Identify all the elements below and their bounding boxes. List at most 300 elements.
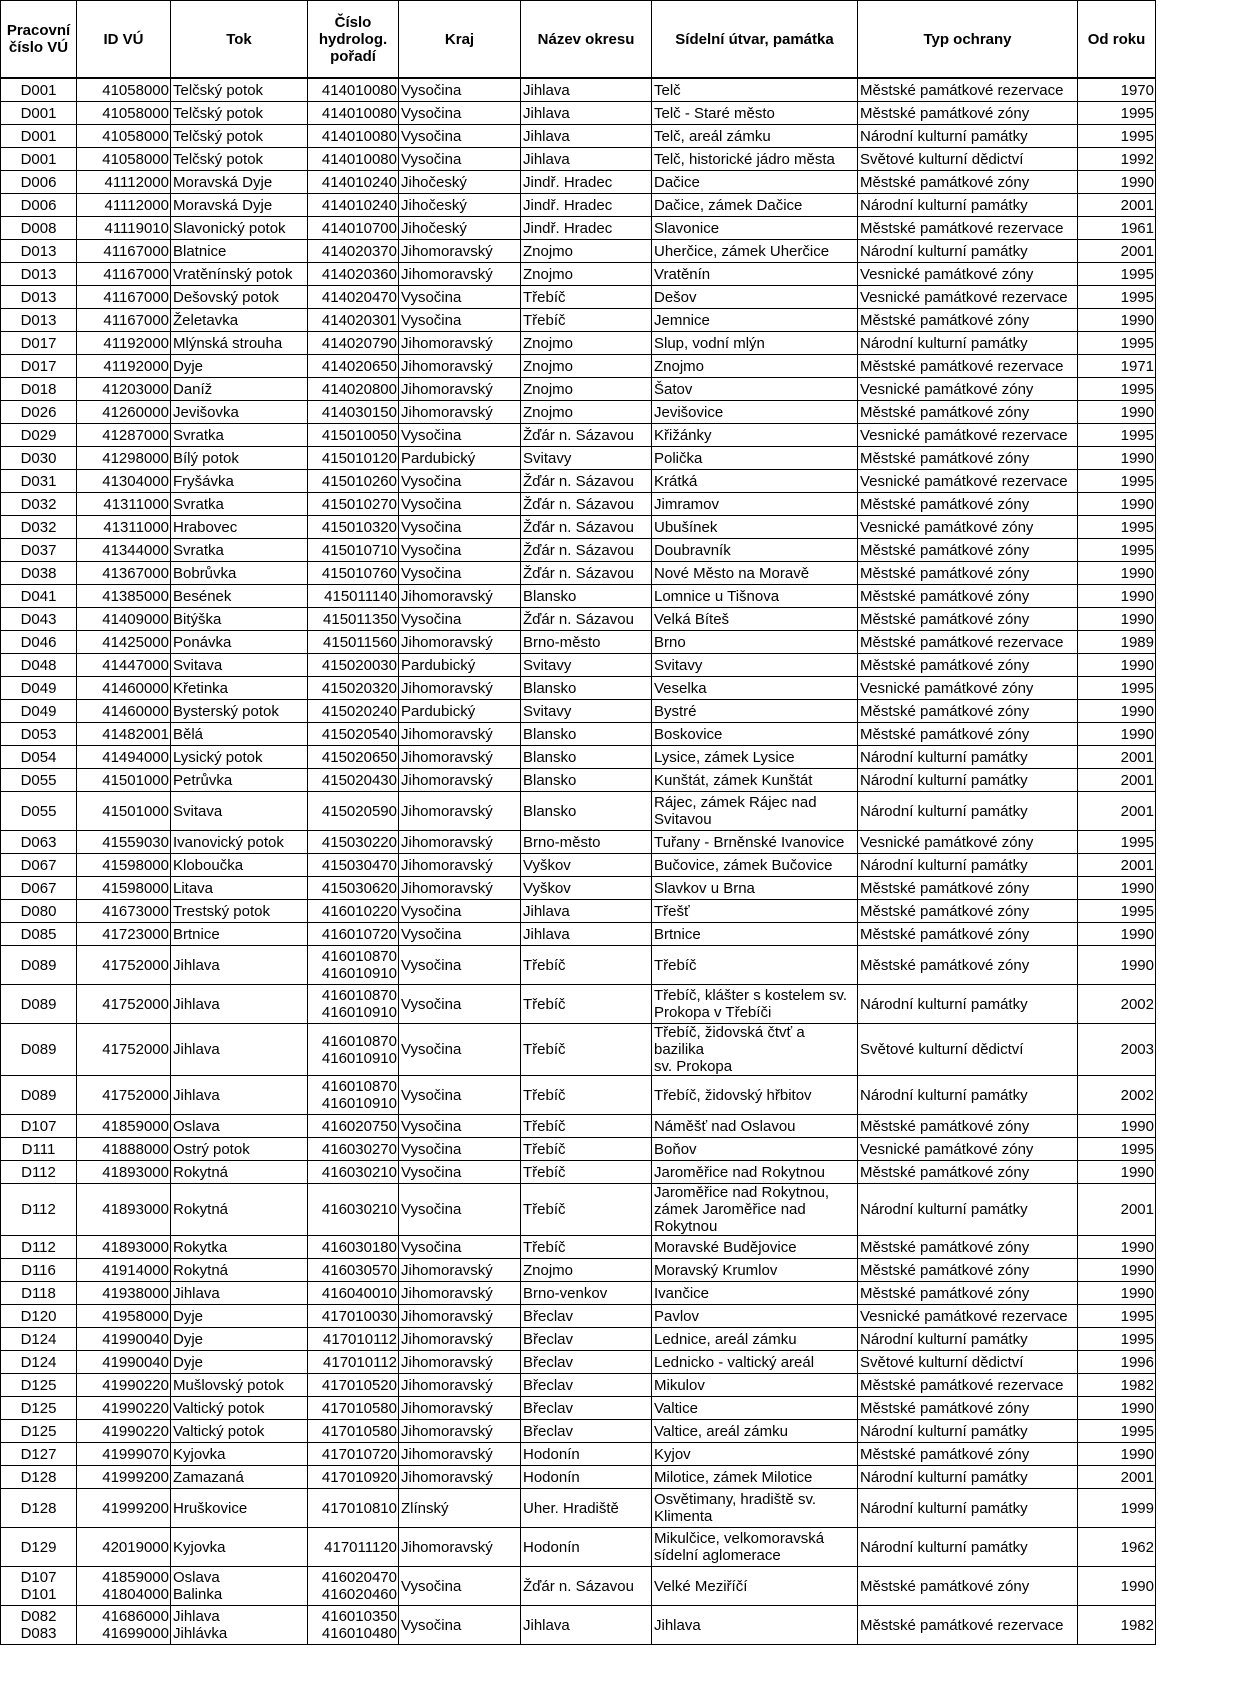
district-cell: Jindř. Hradec <box>521 171 652 194</box>
work-number-cell: D013 <box>1 240 77 263</box>
protection-type-cell: Městské památkové zóny <box>858 923 1078 946</box>
col-header-work-number: Pracovní číslo VÚ <box>1 1 77 79</box>
region-cell: Jihomoravský <box>399 792 521 831</box>
hydrolog-order-cell: 416010350 416010480 <box>308 1606 399 1645</box>
hydrolog-order-cell: 416030210 <box>308 1161 399 1184</box>
stream-cell: Bělá <box>171 723 308 746</box>
id-cell: 41112000 <box>77 194 171 217</box>
region-cell: Zlínský <box>399 1489 521 1528</box>
table-row <box>1 493 1156 516</box>
settlement-cell: Brno <box>652 631 858 654</box>
work-number-cell: D082 D083 <box>1 1606 77 1645</box>
district-cell: Břeclav <box>521 1374 652 1397</box>
region-cell: Jihomoravský <box>399 1328 521 1351</box>
settlement-cell: Mikulčice, velkomoravská sídelní aglomerace <box>652 1528 858 1567</box>
hydrolog-order-cell: 417010030 <box>308 1305 399 1328</box>
work-number-cell: D111 <box>1 1138 77 1161</box>
hydrolog-order-cell: 414010080 <box>308 78 399 102</box>
district-cell: Třebíč <box>521 1024 652 1076</box>
protection-type-cell: Městské památkové zóny <box>858 1161 1078 1184</box>
year-cell: 1982 <box>1078 1374 1156 1397</box>
id-cell: 41990220 <box>77 1420 171 1443</box>
id-cell: 41598000 <box>77 877 171 900</box>
stream-cell: Valtický potok <box>171 1397 308 1420</box>
hydrolog-order-cell: 415020540 <box>308 723 399 746</box>
stream-cell: Kyjovka <box>171 1443 308 1466</box>
year-cell: 1990 <box>1078 309 1156 332</box>
stream-cell: Svitava <box>171 792 308 831</box>
table-row <box>1 125 1156 148</box>
protection-type-cell: Vesnické památkové zóny <box>858 831 1078 854</box>
stream-cell: Rokytka <box>171 1236 308 1259</box>
id-cell: 41893000 <box>77 1184 171 1236</box>
settlement-cell: Pavlov <box>652 1305 858 1328</box>
work-number-cell: D017 <box>1 332 77 355</box>
protection-type-cell: Městské památkové zóny <box>858 401 1078 424</box>
id-cell: 41304000 <box>77 470 171 493</box>
protection-type-cell: Světové kulturní dědictví <box>858 148 1078 171</box>
stream-cell: Ponávka <box>171 631 308 654</box>
protection-type-cell: Městské památkové zóny <box>858 447 1078 470</box>
settlement-cell: Moravské Budějovice <box>652 1236 858 1259</box>
year-cell: 1995 <box>1078 677 1156 700</box>
region-cell: Jihočeský <box>399 171 521 194</box>
col-header-region: Kraj <box>399 1 521 79</box>
settlement-cell: Dačice, zámek Dačice <box>652 194 858 217</box>
year-cell: 1990 <box>1078 1282 1156 1305</box>
hydrolog-order-cell: 414020790 <box>308 332 399 355</box>
region-cell: Jihomoravský <box>399 746 521 769</box>
work-number-cell: D001 <box>1 102 77 125</box>
stream-cell: Lysický potok <box>171 746 308 769</box>
region-cell: Vysočina <box>399 493 521 516</box>
year-cell: 1995 <box>1078 378 1156 401</box>
table-row <box>1 1466 1156 1489</box>
year-cell: 1995 <box>1078 831 1156 854</box>
hydrolog-order-cell: 416030180 <box>308 1236 399 1259</box>
year-cell: 1995 <box>1078 1328 1156 1351</box>
stream-cell: Dyje <box>171 1305 308 1328</box>
year-cell: 1996 <box>1078 1351 1156 1374</box>
year-cell: 1970 <box>1078 78 1156 102</box>
year-cell: 1990 <box>1078 1397 1156 1420</box>
table-row <box>1 1567 1156 1606</box>
region-cell: Jihomoravský <box>399 1443 521 1466</box>
region-cell: Vysočina <box>399 125 521 148</box>
id-cell: 41311000 <box>77 516 171 539</box>
table-row <box>1 1184 1156 1236</box>
table-row <box>1 562 1156 585</box>
year-cell: 2001 <box>1078 746 1156 769</box>
hydrolog-order-cell: 414020370 <box>308 240 399 263</box>
year-cell: 1990 <box>1078 401 1156 424</box>
protection-type-cell: Městské památkové rezervace <box>858 78 1078 102</box>
id-cell: 41501000 <box>77 769 171 792</box>
stream-cell: Dešovský potok <box>171 286 308 309</box>
year-cell: 2001 <box>1078 1466 1156 1489</box>
stream-cell: Oslava Balinka <box>171 1567 308 1606</box>
table-row <box>1 309 1156 332</box>
hydrolog-order-cell: 417010112 <box>308 1351 399 1374</box>
stream-cell: Bílý potok <box>171 447 308 470</box>
table-row <box>1 539 1156 562</box>
district-cell: Vyškov <box>521 854 652 877</box>
id-cell: 41938000 <box>77 1282 171 1305</box>
work-number-cell: D118 <box>1 1282 77 1305</box>
settlement-cell: Třebíč, klášter s kostelem sv. Prokopa v Třebíči <box>652 985 858 1024</box>
stream-cell: Petrůvka <box>171 769 308 792</box>
region-cell: Jihomoravský <box>399 1282 521 1305</box>
settlement-cell: Dešov <box>652 286 858 309</box>
hydrolog-order-cell: 414010240 <box>308 171 399 194</box>
district-cell: Břeclav <box>521 1420 652 1443</box>
settlement-cell: Rájec, zámek Rájec nad Svitavou <box>652 792 858 831</box>
id-cell: 41425000 <box>77 631 171 654</box>
region-cell: Vysočina <box>399 516 521 539</box>
settlement-cell: Třebíč, židovská čtvť a bazilika sv. Prokopa <box>652 1024 858 1076</box>
year-cell: 1995 <box>1078 900 1156 923</box>
district-cell: Třebíč <box>521 309 652 332</box>
year-cell: 1995 <box>1078 1420 1156 1443</box>
protection-type-cell: Vesnické památkové zóny <box>858 677 1078 700</box>
settlement-cell: Znojmo <box>652 355 858 378</box>
table-row <box>1 470 1156 493</box>
hydrolog-order-cell: 417010920 <box>308 1466 399 1489</box>
settlement-cell: Slavonice <box>652 217 858 240</box>
col-header-stream: Tok <box>171 1 308 79</box>
id-cell: 41990220 <box>77 1374 171 1397</box>
id-cell: 41752000 <box>77 1076 171 1115</box>
region-cell: Jihomoravský <box>399 854 521 877</box>
protection-type-cell: Národní kulturní památky <box>858 985 1078 1024</box>
region-cell: Jihomoravský <box>399 723 521 746</box>
district-cell: Blansko <box>521 792 652 831</box>
table-row <box>1 677 1156 700</box>
hydrolog-order-cell: 416010870 416010910 <box>308 1024 399 1076</box>
settlement-cell: Jaroměřice nad Rokytnou, zámek Jaroměřice nad Rokytnou <box>652 1184 858 1236</box>
id-cell: 41958000 <box>77 1305 171 1328</box>
protection-type-cell: Městské památkové zóny <box>858 1259 1078 1282</box>
hydrolog-order-cell: 415030220 <box>308 831 399 854</box>
stream-cell: Dyje <box>171 355 308 378</box>
work-number-cell: D067 <box>1 877 77 900</box>
settlement-cell: Bučovice, zámek Bučovice <box>652 854 858 877</box>
table-row <box>1 1024 1156 1076</box>
table-row <box>1 1282 1156 1305</box>
table-row <box>1 1259 1156 1282</box>
id-cell: 41167000 <box>77 309 171 332</box>
id-cell: 41893000 <box>77 1161 171 1184</box>
year-cell: 1995 <box>1078 332 1156 355</box>
id-cell: 41409000 <box>77 608 171 631</box>
year-cell: 1995 <box>1078 263 1156 286</box>
hydrolog-order-cell: 417010810 <box>308 1489 399 1528</box>
hydrolog-order-cell: 416030570 <box>308 1259 399 1282</box>
table-row <box>1 286 1156 309</box>
district-cell: Znojmo <box>521 355 652 378</box>
stream-cell: Jevišovka <box>171 401 308 424</box>
work-number-cell: D053 <box>1 723 77 746</box>
stream-cell: Hruškovice <box>171 1489 308 1528</box>
work-number-cell: D018 <box>1 378 77 401</box>
stream-cell: Želetavka <box>171 309 308 332</box>
hydrolog-order-cell: 416010720 <box>308 923 399 946</box>
stream-cell: Hrabovec <box>171 516 308 539</box>
settlement-cell: Valtice <box>652 1397 858 1420</box>
region-cell: Jihomoravský <box>399 1397 521 1420</box>
work-number-cell: D001 <box>1 125 77 148</box>
work-number-cell: D129 <box>1 1528 77 1567</box>
settlement-cell: Telč <box>652 78 858 102</box>
table-row <box>1 516 1156 539</box>
year-cell: 1999 <box>1078 1489 1156 1528</box>
hydrolog-order-cell: 415020240 <box>308 700 399 723</box>
col-header-id: ID VÚ <box>77 1 171 79</box>
region-cell: Vysočina <box>399 1024 521 1076</box>
protection-type-cell: Národní kulturní památky <box>858 769 1078 792</box>
hydrolog-order-cell: 415010710 <box>308 539 399 562</box>
district-cell: Třebíč <box>521 985 652 1024</box>
protection-type-cell: Národní kulturní památky <box>858 1328 1078 1351</box>
work-number-cell: D089 <box>1 946 77 985</box>
hydrolog-order-cell: 415011560 <box>308 631 399 654</box>
protection-type-cell: Národní kulturní památky <box>858 125 1078 148</box>
work-number-cell: D006 <box>1 171 77 194</box>
id-cell: 41999200 <box>77 1489 171 1528</box>
year-cell: 1990 <box>1078 700 1156 723</box>
protection-type-cell: Městské památkové zóny <box>858 585 1078 608</box>
district-cell: Třebíč <box>521 1184 652 1236</box>
district-cell: Hodonín <box>521 1528 652 1567</box>
table-row <box>1 923 1156 946</box>
hydrolog-order-cell: 417010580 <box>308 1397 399 1420</box>
work-number-cell: D049 <box>1 677 77 700</box>
stream-cell: Moravská Dyje <box>171 171 308 194</box>
settlement-cell: Jimramov <box>652 493 858 516</box>
region-cell: Vysočina <box>399 78 521 102</box>
settlement-cell: Slavkov u Brna <box>652 877 858 900</box>
year-cell: 1982 <box>1078 1606 1156 1645</box>
region-cell: Jihomoravský <box>399 332 521 355</box>
protection-type-cell: Vesnické památkové zóny <box>858 263 1078 286</box>
region-cell: Vysočina <box>399 148 521 171</box>
district-cell: Jihlava <box>521 900 652 923</box>
col-header-district: Název okresu <box>521 1 652 79</box>
id-cell: 41167000 <box>77 263 171 286</box>
table-row <box>1 746 1156 769</box>
year-cell: 2001 <box>1078 854 1156 877</box>
stream-cell: Ivanovický potok <box>171 831 308 854</box>
table-row <box>1 102 1156 125</box>
id-cell: 41385000 <box>77 585 171 608</box>
id-cell: 41598000 <box>77 854 171 877</box>
table-row <box>1 723 1156 746</box>
year-cell: 2001 <box>1078 1184 1156 1236</box>
id-cell: 41999070 <box>77 1443 171 1466</box>
stream-cell: Fryšávka <box>171 470 308 493</box>
settlement-cell: Telč - Staré město <box>652 102 858 125</box>
district-cell: Brno-město <box>521 831 652 854</box>
settlement-cell: Třebíč <box>652 946 858 985</box>
table-row <box>1 424 1156 447</box>
id-cell: 41990040 <box>77 1328 171 1351</box>
region-cell: Vysočina <box>399 470 521 493</box>
work-number-cell: D067 <box>1 854 77 877</box>
settlement-cell: Lednicko - valtický areál <box>652 1351 858 1374</box>
table-row <box>1 585 1156 608</box>
protection-type-cell: Městské památkové zóny <box>858 877 1078 900</box>
region-cell: Jihomoravský <box>399 769 521 792</box>
stream-cell: Daníž <box>171 378 308 401</box>
year-cell: 1990 <box>1078 585 1156 608</box>
year-cell: 1962 <box>1078 1528 1156 1567</box>
year-cell: 1995 <box>1078 470 1156 493</box>
table-row <box>1 654 1156 677</box>
settlement-cell: Mikulov <box>652 1374 858 1397</box>
settlement-cell: Šatov <box>652 378 858 401</box>
district-cell: Žďár n. Sázavou <box>521 539 652 562</box>
protection-type-cell: Světové kulturní dědictví <box>858 1024 1078 1076</box>
district-cell: Žďár n. Sázavou <box>521 516 652 539</box>
id-cell: 41058000 <box>77 148 171 171</box>
year-cell: 1961 <box>1078 217 1156 240</box>
stream-cell: Rokytná <box>171 1259 308 1282</box>
work-number-cell: D001 <box>1 78 77 102</box>
protection-type-cell: Městské památkové zóny <box>858 1567 1078 1606</box>
id-cell: 41752000 <box>77 1024 171 1076</box>
region-cell: Pardubický <box>399 447 521 470</box>
stream-cell: Mušlovský potok <box>171 1374 308 1397</box>
stream-cell: Rokytná <box>171 1161 308 1184</box>
hydrolog-order-cell: 414020470 <box>308 286 399 309</box>
stream-cell: Ostrý potok <box>171 1138 308 1161</box>
settlement-cell: Uherčice, zámek Uherčice <box>652 240 858 263</box>
stream-cell: Svratka <box>171 493 308 516</box>
protection-type-cell: Národní kulturní památky <box>858 332 1078 355</box>
year-cell: 1995 <box>1078 1305 1156 1328</box>
protection-type-cell: Národní kulturní památky <box>858 854 1078 877</box>
year-cell: 1990 <box>1078 946 1156 985</box>
district-cell: Brno-město <box>521 631 652 654</box>
region-cell: Jihomoravský <box>399 1374 521 1397</box>
stream-cell: Křetinka <box>171 677 308 700</box>
id-cell: 41167000 <box>77 286 171 309</box>
hydrolog-order-cell: 416040010 <box>308 1282 399 1305</box>
table-row <box>1 171 1156 194</box>
hydrolog-order-cell: 415010760 <box>308 562 399 585</box>
id-cell: 41888000 <box>77 1138 171 1161</box>
district-cell: Znojmo <box>521 401 652 424</box>
year-cell: 2002 <box>1078 985 1156 1024</box>
id-cell: 41203000 <box>77 378 171 401</box>
year-cell: 2001 <box>1078 194 1156 217</box>
year-cell: 1990 <box>1078 723 1156 746</box>
work-number-cell: D089 <box>1 1076 77 1115</box>
id-cell: 41367000 <box>77 562 171 585</box>
hydrolog-order-cell: 417011120 <box>308 1528 399 1567</box>
table-row <box>1 1489 1156 1528</box>
table-row <box>1 608 1156 631</box>
id-cell: 41058000 <box>77 102 171 125</box>
settlement-cell: Svitavy <box>652 654 858 677</box>
hydrolog-order-cell: 415020590 <box>308 792 399 831</box>
id-cell: 41686000 41699000 <box>77 1606 171 1645</box>
stream-cell: Oslava <box>171 1115 308 1138</box>
protection-type-cell: Vesnické památkové rezervace <box>858 424 1078 447</box>
table-row <box>1 1236 1156 1259</box>
protection-type-cell: Vesnické památkové rezervace <box>858 470 1078 493</box>
protection-type-cell: Městské památkové zóny <box>858 562 1078 585</box>
year-cell: 1990 <box>1078 171 1156 194</box>
protection-type-cell: Národní kulturní památky <box>858 194 1078 217</box>
district-cell: Třebíč <box>521 1076 652 1115</box>
table-row <box>1 1161 1156 1184</box>
work-number-cell: D089 <box>1 1024 77 1076</box>
settlement-cell: Kyjov <box>652 1443 858 1466</box>
district-cell: Břeclav <box>521 1351 652 1374</box>
region-cell: Vysočina <box>399 286 521 309</box>
district-cell: Jindř. Hradec <box>521 217 652 240</box>
stream-cell: Rokytná <box>171 1184 308 1236</box>
district-cell: Žďár n. Sázavou <box>521 424 652 447</box>
hydrolog-order-cell: 414020800 <box>308 378 399 401</box>
work-number-cell: D128 <box>1 1466 77 1489</box>
district-cell: Jihlava <box>521 102 652 125</box>
year-cell: 1990 <box>1078 1161 1156 1184</box>
table-row <box>1 240 1156 263</box>
table-row <box>1 1138 1156 1161</box>
table-row <box>1 332 1156 355</box>
id-cell: 41112000 <box>77 171 171 194</box>
stream-cell: Bobrůvka <box>171 562 308 585</box>
work-number-cell: D112 <box>1 1161 77 1184</box>
year-cell: 1995 <box>1078 424 1156 447</box>
district-cell: Znojmo <box>521 263 652 286</box>
settlement-cell: Lednice, areál zámku <box>652 1328 858 1351</box>
protection-type-cell: Městské památkové zóny <box>858 608 1078 631</box>
work-number-cell: D049 <box>1 700 77 723</box>
district-cell: Blansko <box>521 677 652 700</box>
year-cell: 1990 <box>1078 1259 1156 1282</box>
region-cell: Jihomoravský <box>399 877 521 900</box>
hydrolog-order-cell: 415020030 <box>308 654 399 677</box>
work-number-cell: D043 <box>1 608 77 631</box>
district-cell: Jihlava <box>521 78 652 102</box>
protection-type-cell: Městské památkové zóny <box>858 171 1078 194</box>
table-row <box>1 1115 1156 1138</box>
table-row <box>1 1528 1156 1567</box>
hydrolog-order-cell: 415010270 <box>308 493 399 516</box>
district-cell: Svitavy <box>521 700 652 723</box>
work-number-cell: D026 <box>1 401 77 424</box>
stream-cell: Bysterský potok <box>171 700 308 723</box>
region-cell: Jihočeský <box>399 194 521 217</box>
region-cell: Vysočina <box>399 102 521 125</box>
stream-cell: Jihlava <box>171 985 308 1024</box>
year-cell: 2002 <box>1078 1076 1156 1115</box>
district-cell: Blansko <box>521 769 652 792</box>
district-cell: Znojmo <box>521 332 652 355</box>
region-cell: Jihomoravský <box>399 1351 521 1374</box>
id-cell: 41859000 <box>77 1115 171 1138</box>
settlement-cell: Třebíč, židovský hřbitov <box>652 1076 858 1115</box>
region-cell: Jihomoravský <box>399 585 521 608</box>
settlement-cell: Ivančice <box>652 1282 858 1305</box>
protection-type-cell: Městské památkové zóny <box>858 1115 1078 1138</box>
table-row <box>1 1397 1156 1420</box>
id-cell: 41344000 <box>77 539 171 562</box>
id-cell: 41999200 <box>77 1466 171 1489</box>
